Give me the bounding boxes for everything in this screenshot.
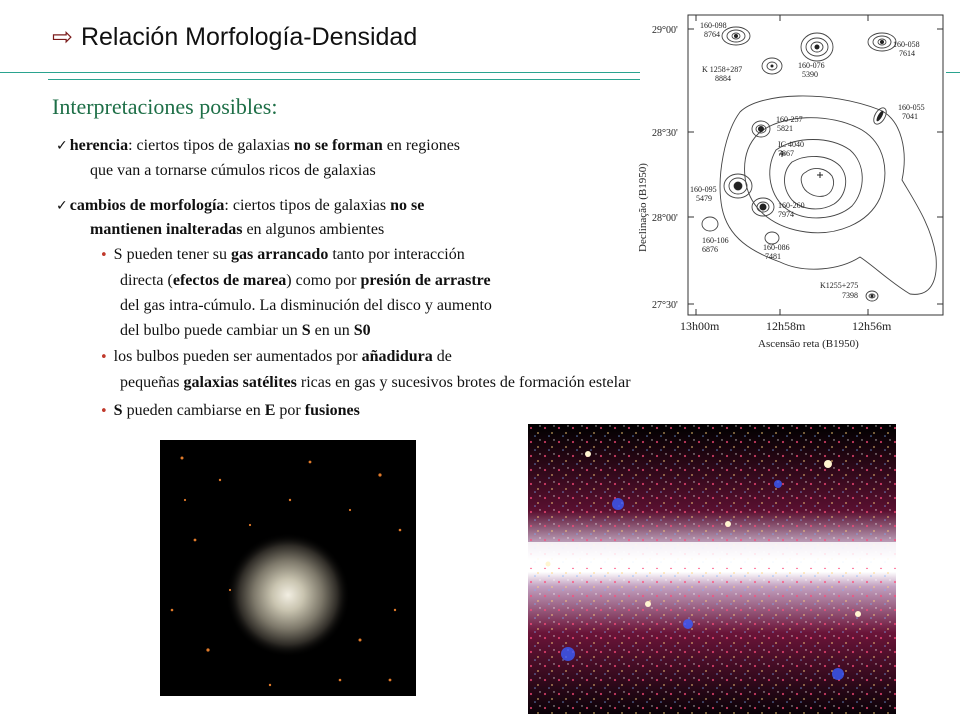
galaxy-label: 160-095 (690, 185, 717, 194)
y-tick-label: 29°00' (652, 25, 678, 36)
sub-bullet-gas: • S pueden tener su gas arrancado tanto por interacción (100, 246, 465, 263)
checkmark-icon: ✓ (56, 138, 68, 154)
title-rule-bottom (48, 79, 640, 80)
galaxy-photo-elliptical (160, 440, 416, 696)
galaxy-number: 5821 (777, 124, 793, 133)
galaxy-number: 7041 (902, 112, 918, 121)
galaxy-label: 160-257 (776, 115, 803, 124)
galaxy-number: 5390 (802, 70, 818, 79)
galaxy-number: 7974 (778, 210, 794, 219)
bullet-cambios-line2: mantienen inalteradas en algunos ambientes (90, 221, 385, 238)
bullet-herencia: ✓ herencia: ciertos tipos de galaxias no se forman en regiones (56, 137, 461, 154)
galaxy-number: 7614 (899, 49, 915, 58)
bullet-dot-icon: • (100, 404, 108, 419)
sub-bullet-bulbos-line2: pequeñas galaxias satélites ricas en gas y sucesivos brotes de formación estelar (120, 374, 631, 391)
galaxy-label: 160-058 (893, 40, 920, 49)
galaxy-photo-edge-on (528, 424, 896, 714)
galaxy-number: 7867 (778, 149, 794, 158)
y-axis-label: Declinação (B1950) (637, 163, 649, 252)
y-tick-label: 27°30' (652, 300, 678, 311)
galaxy-label: 160-098 (700, 21, 727, 30)
sub-bullet-fusiones: • S pueden cambiarse en E por fusiones (100, 402, 360, 419)
y-tick-label: 28°30' (652, 128, 678, 139)
galaxy-number: 8884 (715, 74, 731, 83)
x-tick-label: 13h00m (680, 319, 720, 333)
galaxy-label: 160-055 (898, 103, 925, 112)
arrow-right-icon: ⇨ (52, 23, 73, 51)
slide-subtitle: Interpretaciones posibles: (52, 94, 278, 119)
x-tick-label: 12h58m (766, 319, 806, 333)
galaxy-number: 5479 (696, 194, 712, 203)
sub-bullet-gas-line2: directa (efectos de marea) como por presión de arrastre (120, 272, 491, 289)
galaxy-number: 8764 (704, 30, 720, 39)
galaxy-label: 160-076 (798, 61, 825, 70)
bullet-herencia-line2: que van a tornarse cúmulos ricos de galaxias (90, 162, 376, 179)
y-tick-label: 28°00' (652, 213, 678, 224)
galaxy-label: 160-106 (702, 236, 729, 245)
slide-title: ⇨ Relación Morfología-Densidad (52, 23, 418, 51)
galaxy-number: 6876 (702, 245, 718, 254)
bullet-dot-icon: • (100, 248, 108, 263)
galaxy-label: K1255+275 (820, 281, 859, 290)
title-rule-top (0, 72, 640, 73)
sub-bullet-gas-line3: del gas intra-cúmulo. La disminución del disco y aumento (120, 297, 492, 314)
x-tick-label: 12h56m (852, 319, 892, 333)
galaxy-label: IC 4040 (778, 140, 804, 149)
galaxy-number: 7481 (765, 252, 781, 261)
x-axis-label: Ascensão reta (B1950) (758, 338, 859, 350)
sub-bullet-bulbos: • los bulbos pueden ser aumentados por añadidura de (100, 348, 452, 365)
galaxy-number: 7398 (842, 291, 858, 300)
bullet-cambios: ✓ cambios de morfología: ciertos tipos de galaxias no se (56, 197, 425, 214)
galaxy-label: 160-260 (778, 201, 805, 210)
checkmark-icon: ✓ (56, 198, 68, 214)
galaxy-label: 160-086 (763, 243, 790, 252)
bullet-dot-icon: • (100, 350, 108, 365)
galaxy-label: K 1258+287 (702, 65, 743, 74)
sub-bullet-gas-line4: del bulbo puede cambiar un S en un S0 (120, 322, 371, 339)
cluster-contour-map (637, 12, 946, 354)
